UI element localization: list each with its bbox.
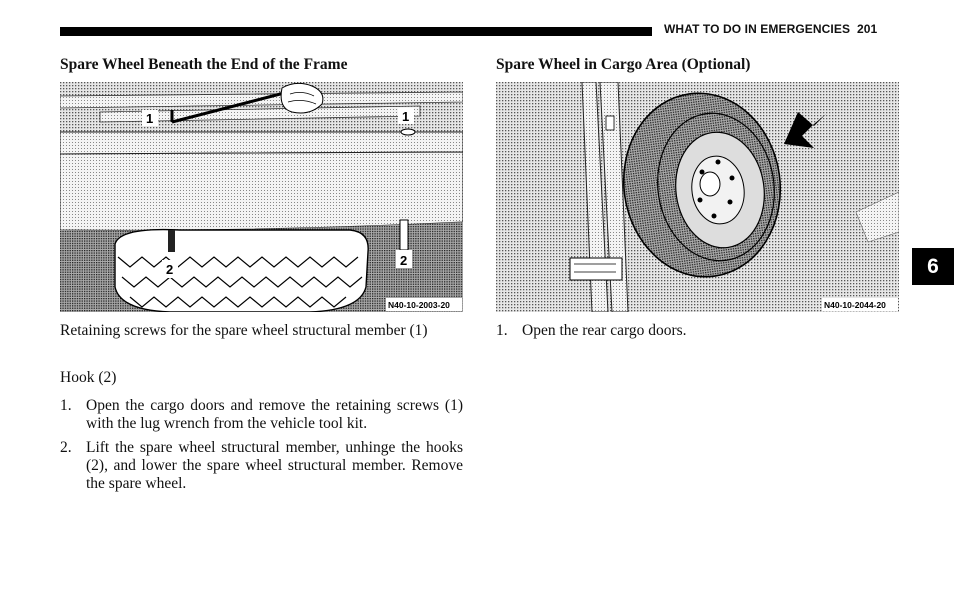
left-caption: Retaining screws for the spare wheel structural member (1): [60, 322, 428, 339]
hook-legend: Hook (2): [60, 369, 117, 386]
section-title: WHAT TO DO IN EMERGENCIES: [664, 22, 851, 36]
right-heading: Spare Wheel in Cargo Area (Optional): [496, 56, 751, 73]
step-number: 2.: [60, 439, 72, 456]
callout-2-left: 2: [166, 262, 174, 277]
step-number: 1.: [60, 397, 72, 414]
callout-2-right: 2: [400, 253, 408, 268]
running-header: [664, 22, 904, 36]
right-steps: [496, 322, 899, 346]
list-item: [60, 439, 463, 493]
step-text: Open the rear cargo doors.: [522, 322, 687, 339]
page-number: 201: [856, 22, 878, 36]
left-heading: Spare Wheel Beneath the End of the Frame: [60, 56, 348, 73]
spare-wheel-frame-figure: [60, 82, 463, 312]
callout-1-left: 1: [146, 111, 154, 126]
left-steps: [60, 397, 463, 499]
list-item: [496, 322, 899, 340]
step-number: 1.: [496, 322, 508, 339]
list-item: [60, 397, 463, 433]
chapter-tab: 6: [912, 248, 954, 285]
spare-wheel-cargo-figure: [496, 82, 899, 312]
step-text: Lift the spare wheel structural member, unhinge the hooks (2), and lower the spare wheel structural member. Remove the spare wheel.: [86, 439, 463, 492]
callout-1-right: 1: [402, 109, 410, 124]
step-text: Open the cargo doors and remove the retaining screws (1) with the lug wrench from the vehicle tool kit.: [86, 397, 463, 432]
header-rule: [60, 27, 652, 36]
figure-code-left: N40-10-2003-20: [388, 300, 450, 310]
figure-code-right: N40-10-2044-20: [824, 300, 886, 310]
